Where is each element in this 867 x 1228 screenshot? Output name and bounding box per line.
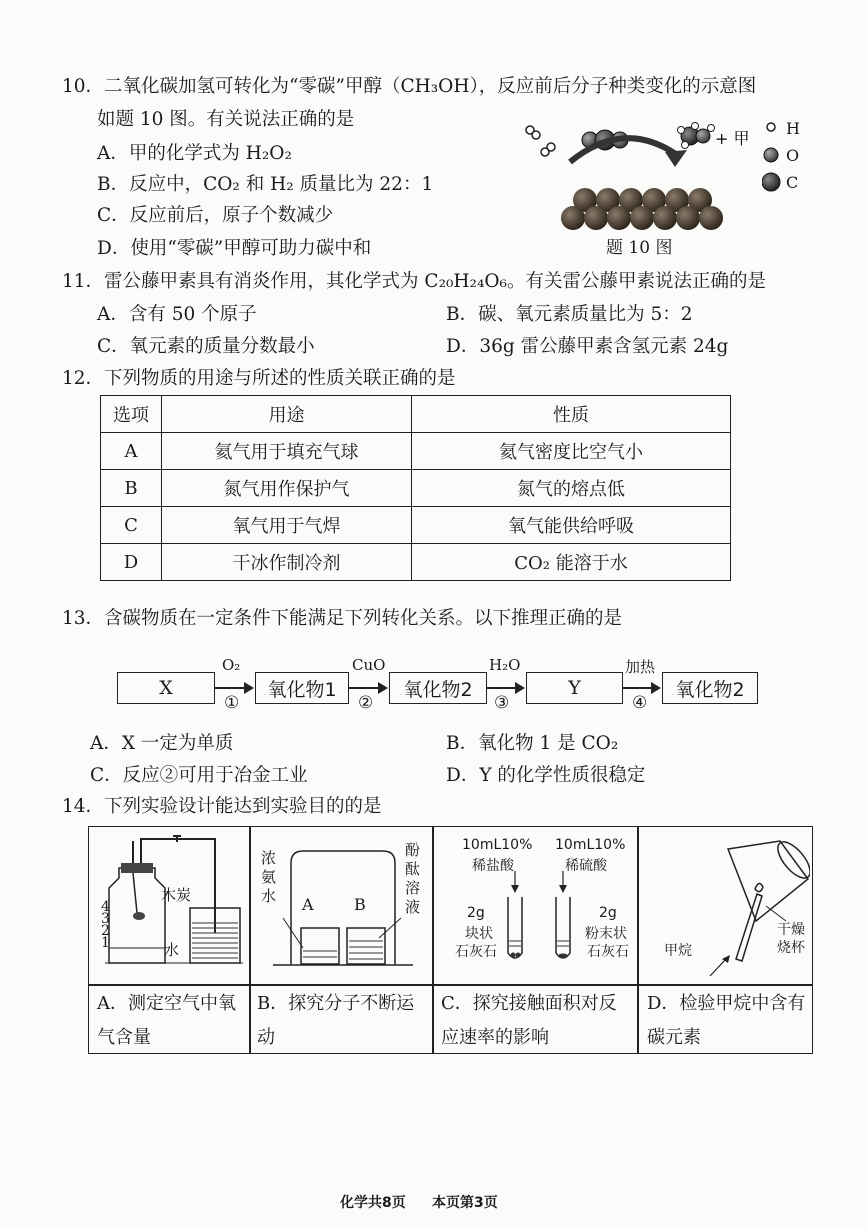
caption-b: B．探究分子不断运动: [257, 993, 415, 1048]
charcoal-label: 木炭: [161, 886, 192, 904]
q12-stem: 12．下列物质的用途与所述的性质关联正确的是: [62, 368, 456, 389]
q13-option-b: B．氧化物 1 是 CO₂: [446, 733, 619, 754]
carbon-atom-icon: [762, 173, 780, 191]
beaker-b-label: B: [354, 895, 366, 914]
flow-arrow-3: [487, 687, 516, 689]
q10-stem-line1: 10．二氧化碳加氢可转化为“零碳”甲醇（CH₃OH），反应前后分子种类变化的示意图: [62, 76, 757, 97]
table-cell: 氦气密度比空气小: [412, 433, 731, 470]
table-cell: 氧气能供给呼吸: [412, 507, 731, 544]
q13-stem: 13．含碳物质在一定条件下能满足下列转化关系。以下推理正确的是: [62, 608, 623, 629]
caption-c: C．探究接触面积对反应速率的影响: [441, 993, 617, 1048]
q14-experiment-table: [88, 826, 813, 1054]
solid2-name: 石灰石: [587, 944, 629, 960]
q11-option-c: C．氧元素的质量分数最小: [97, 336, 315, 357]
experiment-b-figure: [253, 833, 429, 981]
flow-box-x: X: [117, 672, 215, 704]
flow-box-oxide1: 氧化物1: [255, 672, 349, 704]
table-cell: 干冰作制冷剂: [162, 544, 412, 581]
mark-2: 2: [101, 923, 110, 939]
arrow-head-icon: [244, 682, 254, 694]
solid1-form: 块状: [465, 926, 493, 942]
table-header-row: [101, 396, 731, 433]
methanol-molecule-icon: [678, 123, 715, 149]
mark-4: 4: [101, 899, 110, 915]
q10-stem-line2: 如题 10 图。有关说法正确的是: [97, 109, 355, 130]
table-cell: 氧气用于气焊: [162, 507, 412, 544]
oxygen-atom-icon: [764, 148, 778, 162]
flow-arrow-1: [215, 687, 245, 689]
catalyst-surface: [561, 188, 723, 230]
methane-label: 甲烷: [664, 943, 692, 959]
arrow-head-icon: [515, 682, 525, 694]
flow-box-oxide2: 氧化物2: [389, 672, 487, 704]
q11-option-a: A．含有 50 个原子: [97, 304, 257, 325]
header-option: 选项: [101, 396, 162, 433]
q14-stem: 14．下列实验设计能达到实验目的的是: [62, 796, 382, 817]
q10-option-a: A．甲的化学式为 H₂O₂: [97, 143, 292, 164]
table-row: [101, 544, 731, 581]
table-cell: 氦气用于填充气球: [162, 433, 412, 470]
condition-2: CuO: [352, 656, 386, 674]
header-use: 用途: [162, 396, 412, 433]
table-cell: 氮气的熔点低: [412, 470, 731, 507]
table-cell: A: [101, 433, 162, 470]
h2-molecule-icon: [526, 126, 555, 156]
flow-arrow-4: [623, 687, 652, 689]
condition-4: 加热: [625, 658, 656, 676]
flow-box-y: Y: [526, 672, 623, 704]
flow-arrow-2: [349, 687, 379, 689]
table-cell: D: [101, 544, 162, 581]
step-4: ④: [632, 693, 648, 713]
q12-table: [100, 395, 731, 581]
beaker-a-label: A: [302, 895, 314, 914]
footer-page-number: 本页第3页: [432, 1195, 498, 1211]
table-cell: 氮气用作保护气: [162, 470, 412, 507]
caption-d: D．检验甲烷中含有碳元素: [647, 993, 806, 1048]
dry-beaker-label-1: 干燥: [777, 922, 805, 938]
solid1-name: 石灰石: [455, 944, 497, 960]
condition-1: O₂: [222, 656, 241, 674]
step-2: ②: [358, 693, 374, 713]
q11-option-d: D．36g 雷公藤甲素含氢元素 24g: [446, 336, 729, 357]
q10-figure-caption: 题 10 图: [606, 238, 673, 258]
q11-option-b: B．碳、氧元素质量比为 5：2: [446, 304, 693, 325]
q13-option-d: D．Y 的化学性质很稳定: [446, 765, 646, 786]
table-row: [101, 433, 731, 470]
q10-option-d: D．使用“零碳”甲醇可助力碳中和: [97, 238, 372, 259]
acid2-amount: 10mL10%: [555, 837, 626, 853]
q10-option-b: B．反应中，CO₂ 和 H₂ 质量比为 22：1: [97, 174, 434, 195]
arrow-head-icon: [651, 682, 661, 694]
legend-o-label: O: [786, 146, 800, 165]
solid2-mass: 2g: [599, 905, 617, 921]
ammonia-label: 浓氨水: [261, 849, 277, 905]
caption-a: A．测定空气中氧气含量: [97, 993, 236, 1048]
condition-3: H₂O: [489, 656, 521, 674]
q11-stem: 11．雷公藤甲素具有消炎作用，其化学式为 C₂₀H₂₄O₆。有关雷公藤甲素说法正确的是: [62, 271, 766, 292]
legend-h-label: H: [786, 119, 800, 138]
solid2-form: 粉末状: [585, 926, 627, 942]
header-property: 性质: [412, 396, 731, 433]
phenolphthalein-label: 酚酞溶液: [405, 841, 421, 916]
hydrogen-atom-icon: [767, 123, 775, 131]
step-3: ③: [494, 693, 510, 713]
q10-plus-jia: + 甲: [715, 129, 750, 148]
step-1: ①: [224, 693, 240, 713]
footer-total-pages: 化学共8页: [340, 1195, 406, 1211]
arrow-head-icon: [378, 682, 388, 694]
table-row: [101, 507, 731, 544]
mark-1: 1: [101, 935, 110, 951]
legend-c-label: C: [786, 173, 799, 192]
table-cell: C: [101, 507, 162, 544]
acid1-amount: 10mL10%: [462, 837, 533, 853]
dry-beaker-label-2: 烧杯: [777, 940, 805, 956]
water-label: 水: [164, 941, 180, 959]
acid1-name: 稀盐酸: [472, 858, 514, 874]
table-cell: CO₂ 能溶于水: [412, 544, 731, 581]
table-row: [101, 470, 731, 507]
q13-option-a: A．X 一定为单质: [90, 733, 234, 754]
q10-option-c: C．反应前后，原子个数减少: [97, 205, 334, 226]
table-cell: B: [101, 470, 162, 507]
flow-box-oxide2-final: 氧化物2: [662, 672, 758, 704]
mark-3: 3: [101, 911, 110, 927]
acid2-name: 稀硫酸: [565, 858, 607, 874]
solid1-mass: 2g: [467, 905, 485, 921]
q13-option-c: C．反应②可用于冶金工业: [90, 765, 308, 786]
